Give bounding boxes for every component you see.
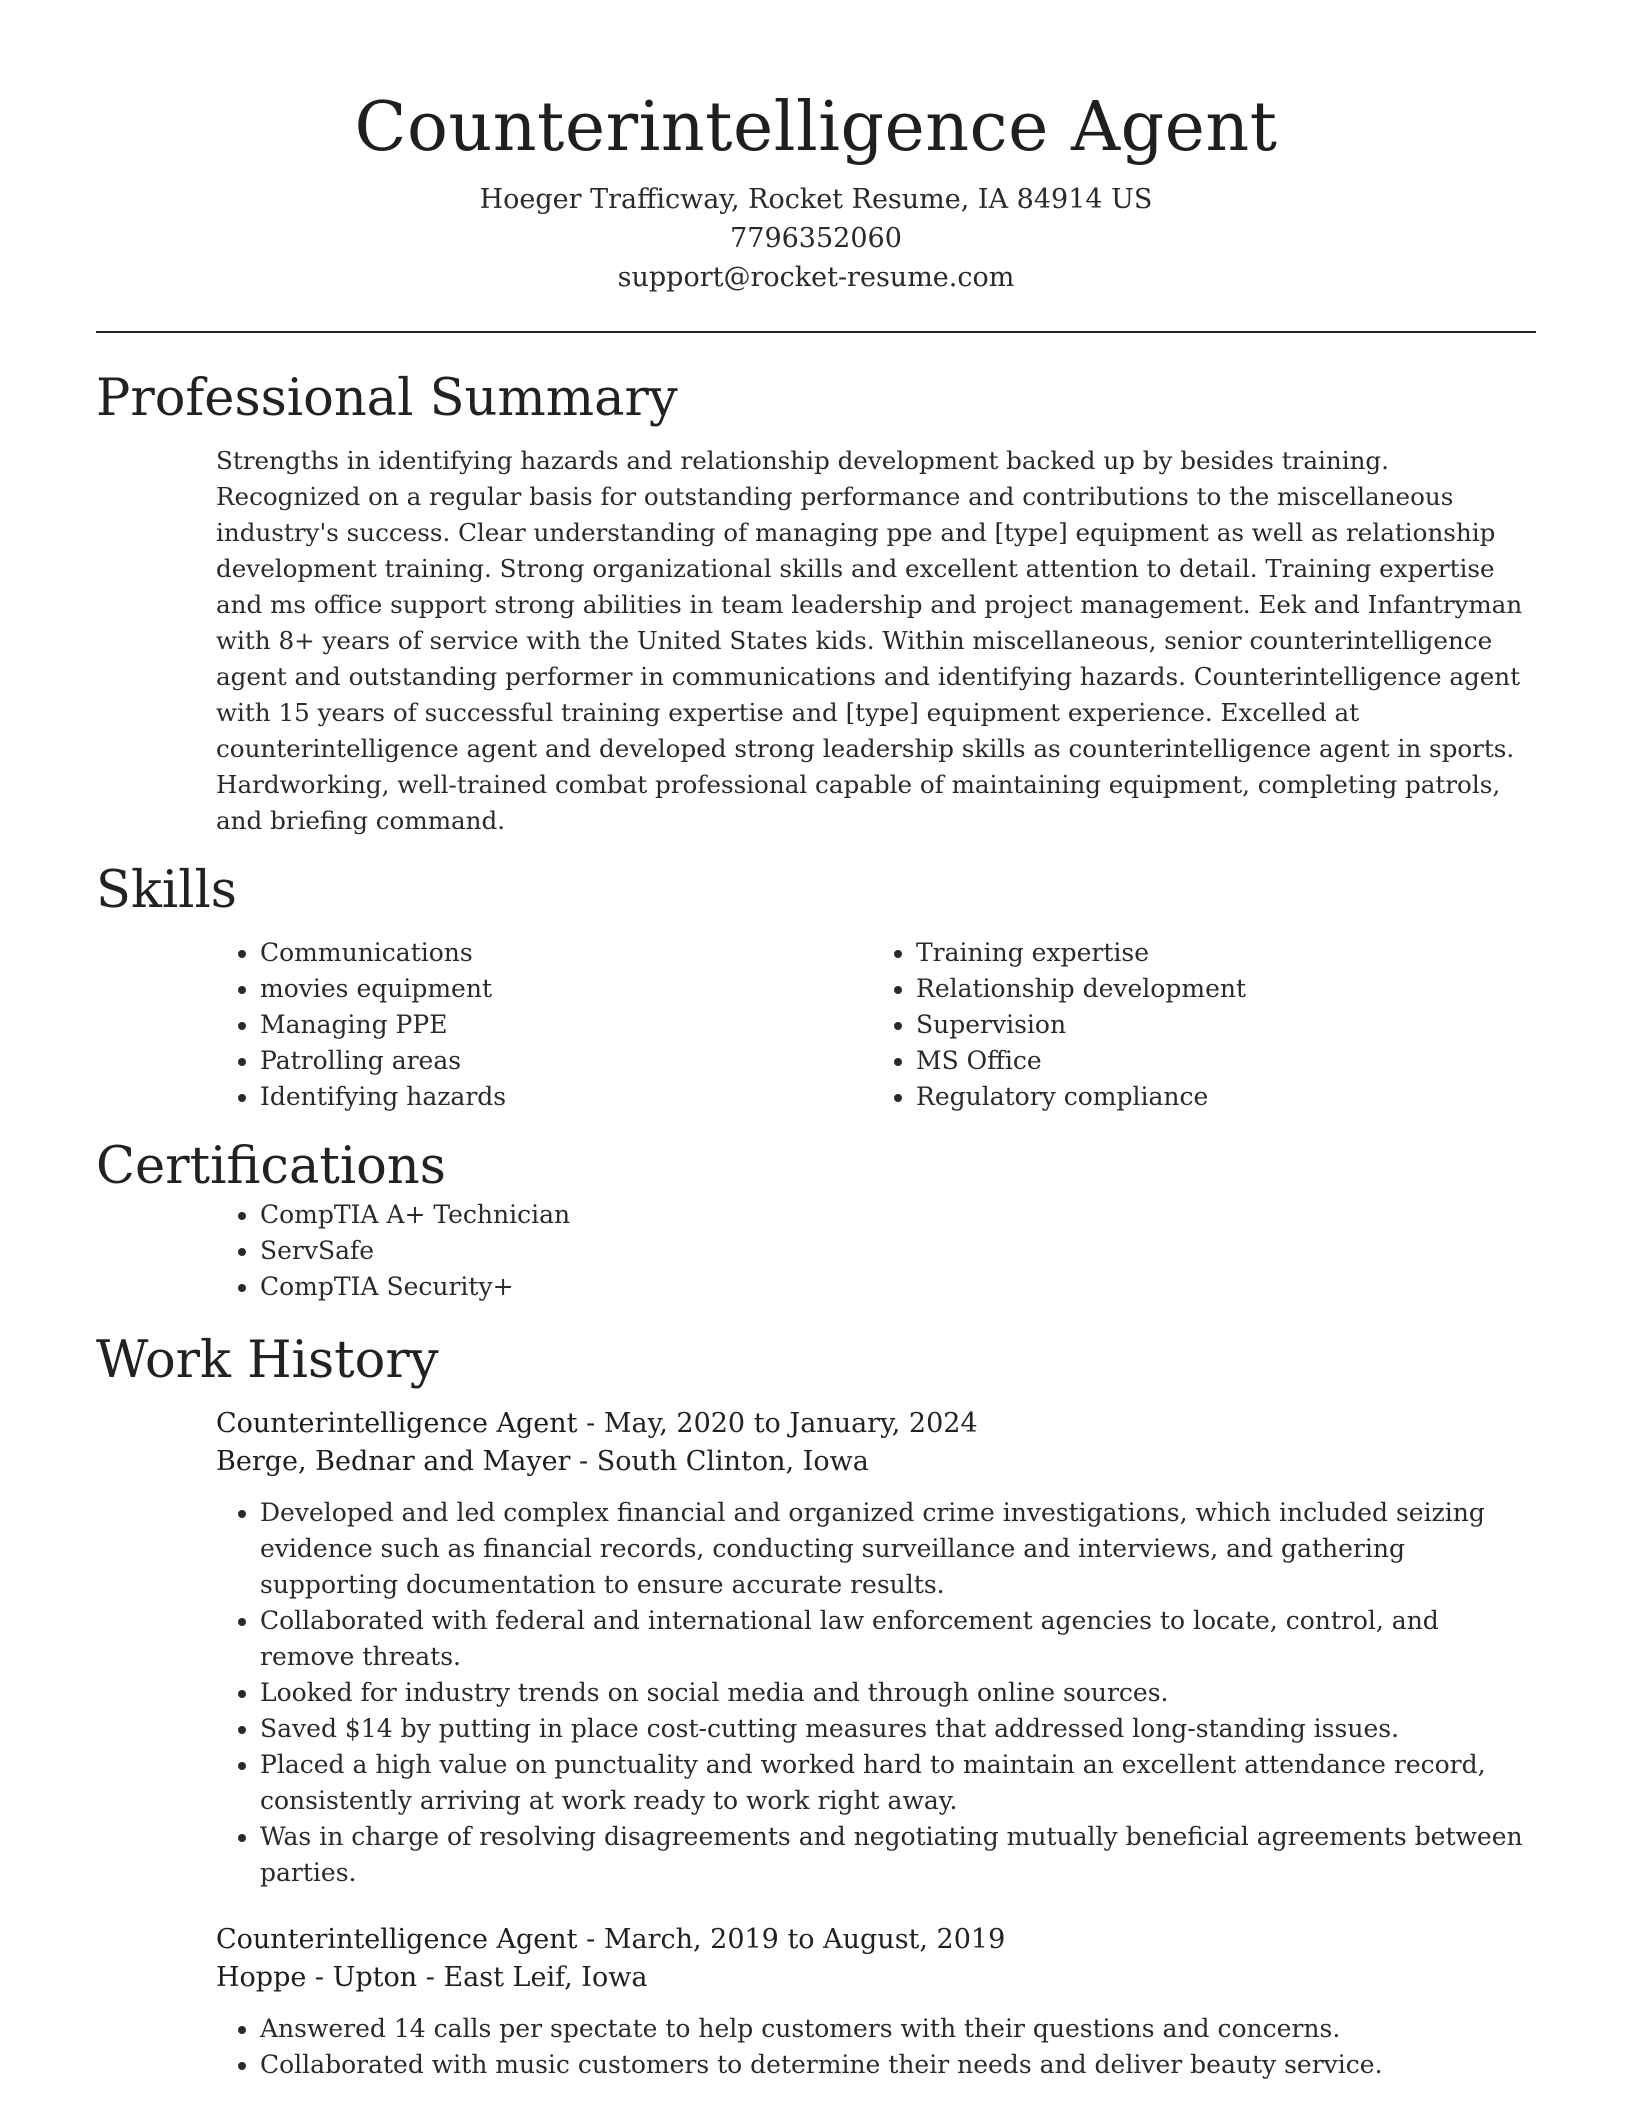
job-employer: Berge, Bednar and Mayer xyxy=(216,1446,571,1477)
job-duties-list xyxy=(96,2011,1536,2083)
job-duty-item: • Saved $14 by putting in place cost-cutting measures that addressed long-standing issues. xyxy=(260,1711,1536,1747)
section-title-skills: Skills xyxy=(96,861,237,920)
skill-item: • MS Office xyxy=(916,1043,1536,1079)
job-entry-2 xyxy=(216,1921,1536,2083)
job-duty-item: • Developed and led complex financial and organized crime investigations, which included seizing evidence such as financial records, conducting surveillance and interviews, and gathering supporting documentation to ensure accurate results. xyxy=(260,1495,1536,1603)
certification-item: • CompTIA Security+ xyxy=(260,1269,1536,1305)
contact-email: support@rocket-resume.com xyxy=(617,262,1015,293)
job-entry-1 xyxy=(216,1405,1536,1891)
job-duties-list xyxy=(96,1495,1536,1891)
section-skills xyxy=(96,861,1536,1115)
summary-text: Strengths in identifying hazards and relationship development backed up by besides training. Recognized on a regular basis for outstanding performance and contributions to the miscellaneous industry's success. Clear understanding of managing ppe and [type] equipment as well as relationship development training. Strong organizational skills and excellent attention to detail. Training expertise and ms office support strong abilities in team leadership and project management. Eek and Infantryman with 8+ years of service with the United States kids. Within miscellaneous, senior counterintelligence agent and outstanding performer in communications and identifying hazards. Counterintelligence agent with 15 years of successful training expertise and [type] equipment experience. Excelled at counterintelligence agent and developed strong leadership skills as counterintelligence agent in sports. Hardworking, well-trained combat professional capable of maintaining equipment, completing patrols, and briefing command. xyxy=(216,446,1523,835)
job-role: Counterintelligence Agent xyxy=(216,1408,578,1439)
certification-item: • ServSafe xyxy=(260,1233,1536,1269)
section-title-certifications: Certifications xyxy=(96,1137,446,1196)
skill-item: • Communications xyxy=(260,935,816,971)
job-duty-item: • Collaborated with music customers to determine their needs and deliver beauty service. xyxy=(260,2047,1536,2083)
job-duty-item: • Answered 14 calls per spectate to help customers with their questions and concerns. xyxy=(260,2011,1536,2047)
section-title-summary: Professional Summary xyxy=(96,369,678,428)
job-employer: Hoppe - Upton xyxy=(216,1962,418,1993)
job-location: - East Leif, Iowa xyxy=(417,1962,648,1993)
contact-block xyxy=(96,180,1536,297)
job-bullets-1 xyxy=(96,1495,1536,1891)
job-title-line xyxy=(216,1921,1536,1959)
skill-item: • Identifying hazards xyxy=(260,1079,816,1115)
job-duty-item: • Placed a high value on punctuality and worked hard to maintain an excellent attendance record, consistently arriving at work ready to work right away. xyxy=(260,1747,1536,1819)
certifications-list xyxy=(96,1197,1536,1305)
certification-item: • CompTIA A+ Technician xyxy=(260,1197,1536,1233)
skill-item: • Training expertise xyxy=(916,935,1536,971)
skills-list-left xyxy=(96,935,816,1115)
section-work-history xyxy=(96,1331,1536,2083)
job-duty-item: • Collaborated with federal and international law enforcement agencies to locate, control, and remove threats. xyxy=(260,1603,1536,1675)
section-professional-summary xyxy=(96,369,1536,839)
job-title-line xyxy=(216,1405,1536,1443)
job-bullets-2 xyxy=(96,2011,1536,2083)
skill-item: • Managing PPE xyxy=(260,1007,816,1043)
job-dates: - May, 2020 to January, 2024 xyxy=(577,1408,978,1439)
section-title-work-history: Work History xyxy=(96,1331,439,1390)
skill-item: • movies equipment xyxy=(260,971,816,1007)
contact-phone: 7796352060 xyxy=(730,223,902,254)
header-divider xyxy=(96,331,1536,333)
skills-grid xyxy=(96,935,1536,1115)
job-company-line xyxy=(216,1443,1536,1481)
skill-item: • Regulatory compliance xyxy=(916,1079,1536,1115)
skill-item: • Relationship development xyxy=(916,971,1536,1007)
candidate-name: Counterintelligence Agent xyxy=(354,88,1278,167)
contact-address: Hoeger Trafficway, Rocket Resume, IA 84914 US xyxy=(479,184,1153,215)
skill-item: • Supervision xyxy=(916,1007,1536,1043)
job-location: - South Clinton, Iowa xyxy=(570,1446,869,1477)
resume-header xyxy=(96,0,1536,297)
job-company-line xyxy=(216,1959,1536,1997)
job-duty-item: • Looked for industry trends on social media and through online sources. xyxy=(260,1675,1536,1711)
skills-list-right xyxy=(816,935,1536,1115)
section-certifications xyxy=(96,1137,1536,1305)
skill-item: • Patrolling areas xyxy=(260,1043,816,1079)
job-role: Counterintelligence Agent xyxy=(216,1924,578,1955)
job-dates: - March, 2019 to August, 2019 xyxy=(577,1924,1006,1955)
job-duty-item: • Was in charge of resolving disagreements and negotiating mutually beneficial agreements between parties. xyxy=(260,1819,1536,1891)
